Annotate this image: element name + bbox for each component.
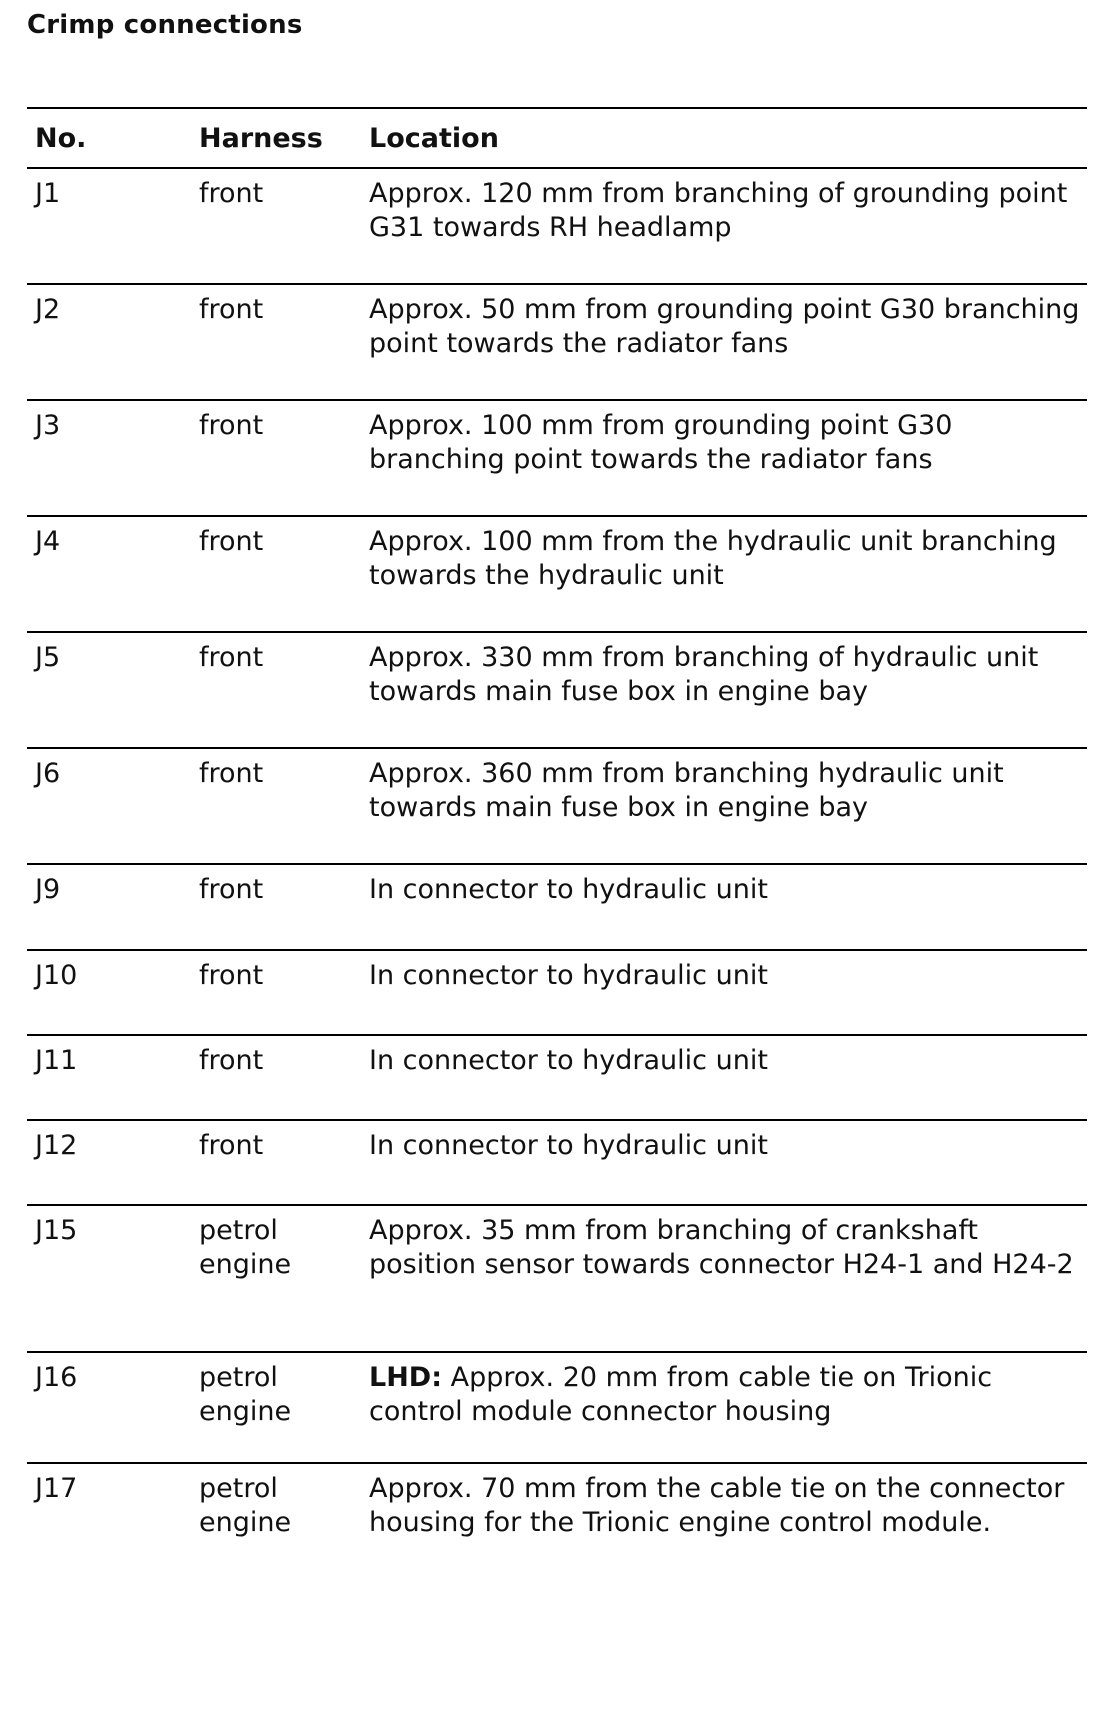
- location-text: Approx. 20 mm from cable tie on Trionic control module connector housing: [369, 1362, 993, 1427]
- location-text: In connector to hydraulic unit: [369, 960, 768, 991]
- cell-harness: front: [199, 294, 264, 325]
- table-row: [27, 284, 1087, 400]
- table-row: [27, 1463, 1087, 1593]
- table-row: [27, 1352, 1087, 1463]
- table-row: [27, 864, 1087, 950]
- cell-no: J2: [35, 294, 61, 325]
- page-title: Crimp connections: [27, 10, 303, 40]
- table-row: [27, 950, 1087, 1035]
- cell-harness: front: [199, 1045, 264, 1076]
- cell-location: [361, 1205, 1087, 1352]
- location-text: Approx. 100 mm from the hydraulic unit branching towards the hydraulic unit: [369, 526, 1057, 591]
- cell-harness: front: [199, 642, 264, 673]
- column-header-no: No.: [35, 122, 87, 154]
- cell-no: J15: [35, 1215, 78, 1246]
- table-header-row: [27, 108, 1087, 168]
- table-row: [27, 748, 1087, 864]
- cell-location: [361, 1120, 1087, 1205]
- table-row: [27, 1120, 1087, 1205]
- cell-no: J4: [35, 526, 61, 557]
- cell-harness: petrol engine: [199, 1215, 292, 1280]
- column-header-location: Location: [369, 122, 499, 154]
- location-text: Approx. 360 mm from branching hydraulic unit towards main fuse box in engine bay: [369, 758, 1004, 823]
- table-row: [27, 516, 1087, 632]
- cell-location: [361, 400, 1087, 516]
- table-row: [27, 400, 1087, 516]
- cell-harness: front: [199, 960, 264, 991]
- location-text: In connector to hydraulic unit: [369, 1130, 768, 1161]
- location-text: Approx. 100 mm from grounding point G30 branching point towards the radiator fans: [369, 410, 953, 475]
- table-row: [27, 1035, 1087, 1120]
- cell-location: [361, 864, 1087, 950]
- location-text: Approx. 35 mm from branching of crankshaft position sensor towards connector H24-1 and H24-2: [369, 1215, 1074, 1280]
- cell-no: J1: [35, 178, 61, 209]
- location-text: In connector to hydraulic unit: [369, 1045, 768, 1076]
- cell-harness: front: [199, 178, 264, 209]
- cell-location: [361, 632, 1087, 748]
- cell-harness: front: [199, 1130, 264, 1161]
- location-text: Approx. 120 mm from branching of grounding point G31 towards RH headlamp: [369, 178, 1068, 243]
- cell-location: [361, 516, 1087, 632]
- cell-harness: front: [199, 526, 264, 557]
- cell-no: J11: [35, 1045, 78, 1076]
- cell-location: [361, 284, 1087, 400]
- table-row: [27, 1205, 1087, 1352]
- location-text: In connector to hydraulic unit: [369, 874, 768, 905]
- cell-no: J16: [35, 1362, 78, 1393]
- table-row: [27, 168, 1087, 284]
- location-prefix: LHD:: [369, 1362, 443, 1393]
- cell-location: [361, 1463, 1087, 1593]
- cell-no: J17: [35, 1473, 78, 1504]
- cell-location: [361, 950, 1087, 1035]
- location-text: Approx. 70 mm from the cable tie on the connector housing for the Trionic engine control module.: [369, 1473, 1065, 1538]
- cell-no: J6: [35, 758, 61, 789]
- cell-harness: front: [199, 410, 264, 441]
- cell-harness: front: [199, 874, 264, 905]
- location-text: Approx. 330 mm from branching of hydraulic unit towards main fuse box in engine bay: [369, 642, 1039, 707]
- cell-no: J5: [35, 642, 61, 673]
- cell-location: [361, 168, 1087, 284]
- cell-no: J9: [35, 874, 61, 905]
- table-row: [27, 632, 1087, 748]
- cell-harness: petrol engine: [199, 1362, 292, 1427]
- cell-location: [361, 748, 1087, 864]
- crimp-connections-table: [27, 107, 1087, 1593]
- cell-location: [361, 1035, 1087, 1120]
- location-text: Approx. 50 mm from grounding point G30 branching point towards the radiator fans: [369, 294, 1080, 359]
- cell-location: [361, 1352, 1087, 1463]
- cell-harness: front: [199, 758, 264, 789]
- cell-no: J3: [35, 410, 61, 441]
- column-header-harness: Harness: [199, 122, 323, 154]
- cell-harness: petrol engine: [199, 1473, 292, 1538]
- cell-no: J12: [35, 1130, 78, 1161]
- cell-no: J10: [35, 960, 78, 991]
